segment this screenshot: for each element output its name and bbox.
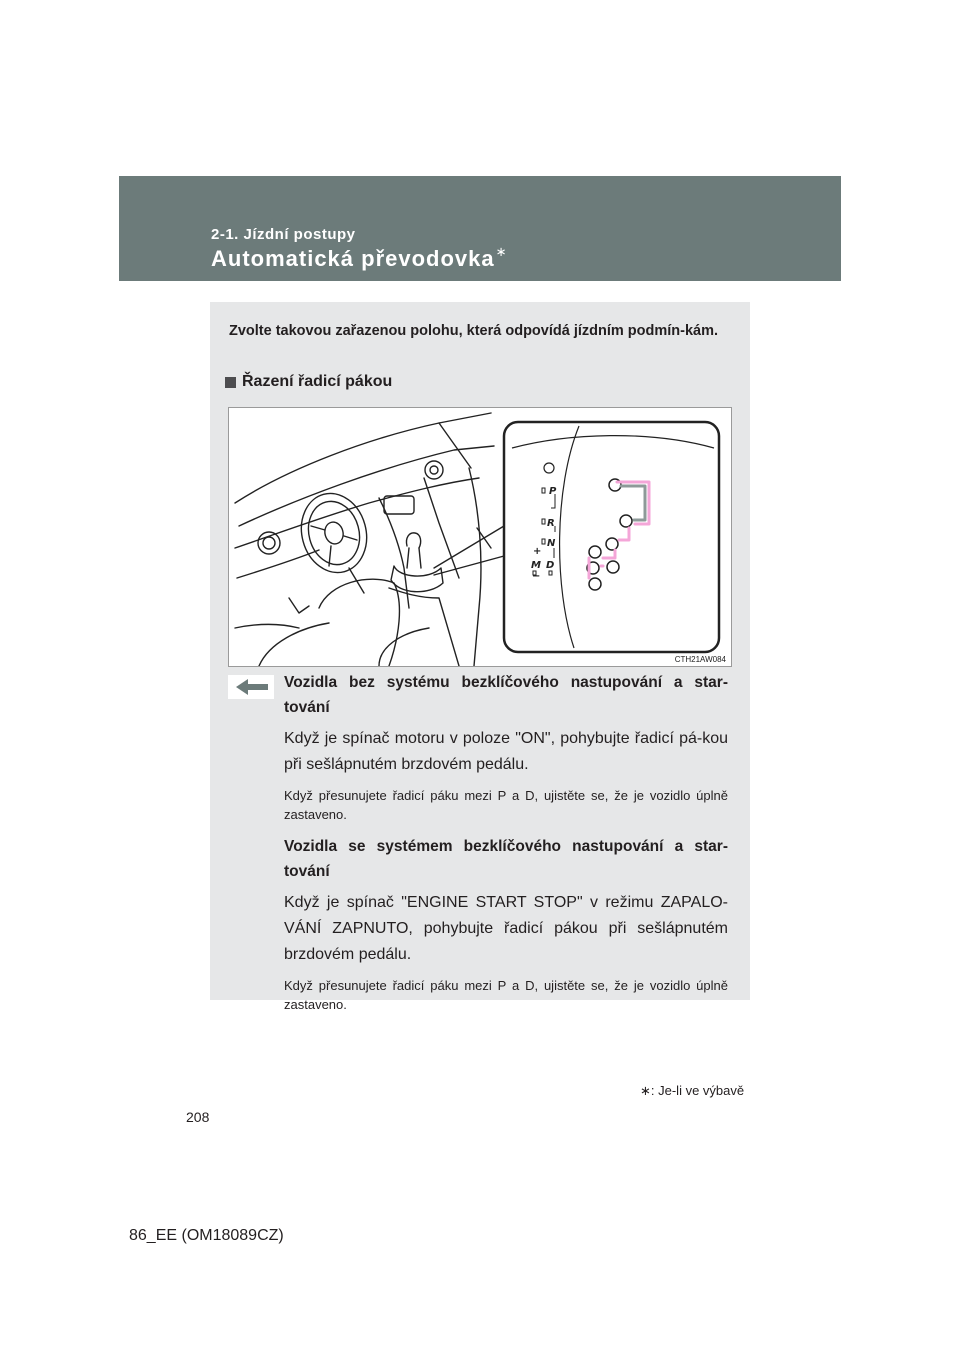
optional-equipment-mark: ∗ (495, 244, 508, 259)
item-1-title: Vozidla bez systému bezklíčového nastupování a star-tování (284, 674, 728, 716)
instructions (284, 670, 728, 1014)
page-title-text: Automatická převodovka (211, 246, 495, 271)
figure-code: CTH21AW084 (674, 655, 726, 664)
item-2-title: Vozidla se systémem bezklíčového nastupování a star-tování (284, 838, 728, 880)
square-bullet-icon (225, 377, 236, 388)
callout-frame (504, 422, 719, 652)
gate-minus-label: − (532, 571, 541, 582)
subheading (225, 373, 392, 391)
section-label: 2-1. Jízdní postupy (211, 226, 356, 243)
item-1-note: Když přesunujete řadicí páku mezi P a D, ujistěte se, že je vozidlo úplně zastaveno. (284, 788, 728, 822)
chapter-header (119, 176, 841, 281)
document-code: 86_EE (OM18089CZ) (129, 1227, 284, 1244)
car-interior-drawing (229, 408, 731, 666)
gate-m-label: M (531, 560, 541, 571)
shift-lever-illustration (228, 407, 732, 667)
gate-plus-label: + (533, 546, 542, 557)
footnote: ∗: Je-li ve výbavě (640, 1083, 745, 1098)
gate-p-label: P (549, 486, 557, 497)
intro-text: Zvolte takovou zařazenou polohu, která odpovídá jízdním podmín-kám. (229, 323, 719, 339)
item-2-note: Když přesunujete řadicí páku mezi P a D, ujistěte se, že je vozidlo úplně zastaveno. (284, 978, 728, 1012)
content-panel (210, 302, 750, 1012)
gate-r-label: R (547, 518, 555, 529)
reference-arrow-icon (228, 675, 274, 699)
item-2-text: Když je spínač "ENGINE START STOP" v režimu ZAPALO-VÁNÍ ZAPNUTO, pohybujte řadicí pákou při sešlápnutém brzdovém pedálu. (284, 894, 728, 963)
gate-n-label: N (547, 538, 556, 549)
gate-d-label: D (546, 560, 555, 571)
item-1-text: Když je spínač motoru v poloze "ON", pohybujte řadicí pá-kou při sešlápnutém brzdovém pedálu. (284, 730, 728, 773)
page-title (211, 246, 508, 272)
subheading-text: Řazení řadicí pákou (242, 373, 393, 390)
page-number: 208 (186, 1109, 210, 1125)
